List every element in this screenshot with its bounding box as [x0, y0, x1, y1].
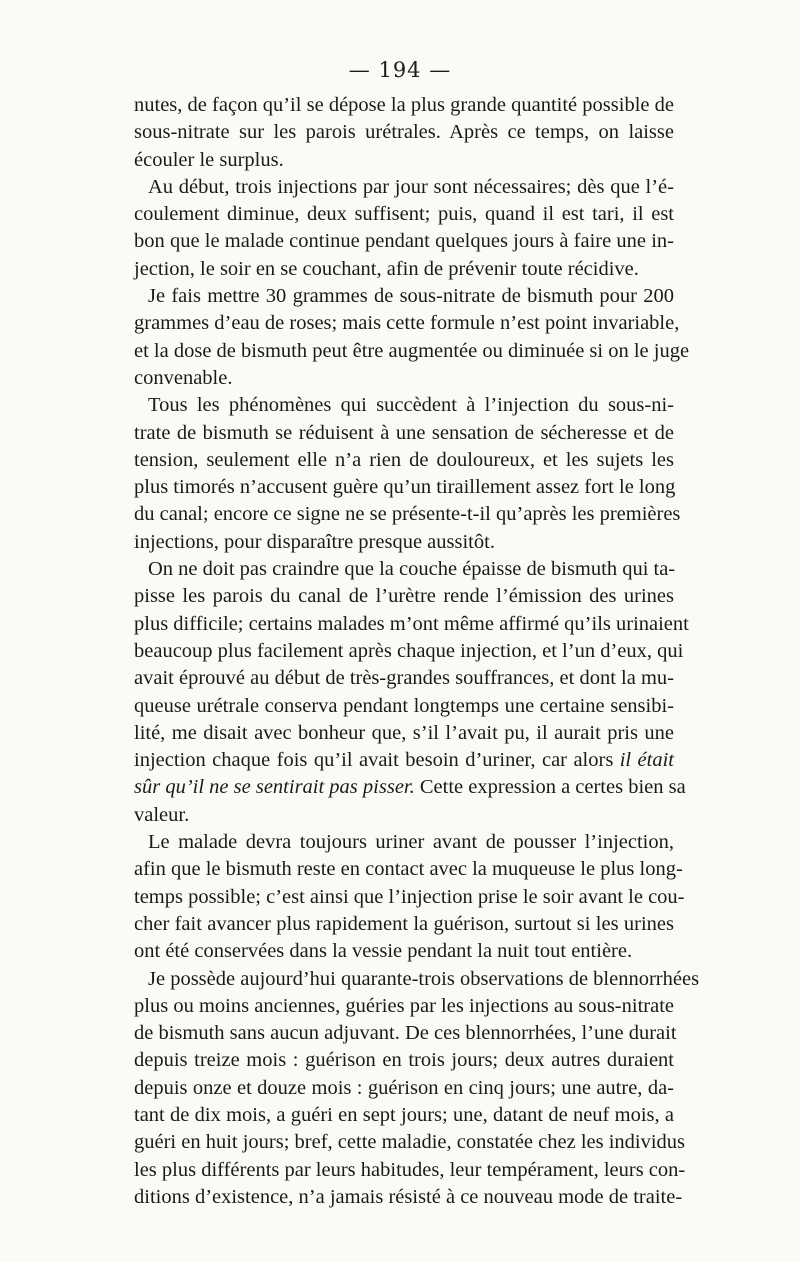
line-text: ditions d’existence, n’a jamais résisté à ce nouveau mode de traite-: [134, 1185, 683, 1208]
text-line: [134, 119, 674, 146]
text-line: [134, 447, 674, 474]
text-line: [134, 747, 674, 774]
text-line: [134, 829, 674, 856]
text-line: [134, 283, 674, 310]
line-text: Cette expression a certes bien sa: [414, 776, 686, 799]
line-text: grammes d’eau de roses; mais cette formule n’est point invariable,: [134, 312, 680, 335]
line-text: plus timorés n’accusent guère qu’un tiraillement assez fort le long: [134, 476, 676, 499]
line-text: valeur.: [134, 803, 190, 826]
text-line: [134, 611, 689, 638]
line-text: écouler le surplus.: [134, 148, 284, 171]
line-text: injection chaque fois qu’il avait besoin d’uriner, car alors: [134, 749, 614, 772]
line-text: plus difficile; certains malades m’ont même affirmé qu’ils urinaient: [134, 612, 689, 635]
line-text: sous-nitrate sur les parois urétrales. Après ce temps, on laisse: [134, 121, 674, 144]
text-line: [134, 174, 674, 201]
text-line: [134, 1047, 674, 1074]
text-line: [134, 884, 685, 911]
text-line: [134, 1157, 686, 1184]
text-line: [134, 474, 674, 501]
text-line: [134, 993, 674, 1020]
text-line: [134, 1129, 686, 1156]
text-line: [134, 338, 690, 365]
line-text: ont été conservées dans la vessie pendant la nuit tout entière.: [134, 940, 633, 963]
text-line: [134, 147, 674, 174]
text-line: [134, 966, 700, 993]
text-line: [134, 638, 684, 665]
line-text: trate de bismuth se réduisent à une sensation de sécheresse et de: [134, 421, 674, 444]
text-line: [134, 501, 681, 528]
text-line: [134, 420, 674, 447]
line-text: temps possible; c’est ainsi que l’injection prise le soir avant le cou-: [134, 885, 685, 908]
text-line: [134, 310, 680, 337]
text-line: [134, 693, 674, 720]
line-text: avait éprouvé au début de très-grandes souffrances, et dont la mu-: [134, 667, 674, 690]
line-text: pisse les parois du canal de l’urètre rende l’émission des urines: [134, 585, 674, 608]
text-line: [134, 583, 674, 610]
line-text: jection, le soir en se couchant, afin de prévenir toute récidive.: [134, 257, 639, 280]
line-text: bon que le malade continue pendant quelques jours à faire une in-: [134, 230, 674, 253]
text-line: [134, 720, 674, 747]
line-text: convenable.: [134, 366, 233, 389]
line-text: plus ou moins anciennes, guéries par les injections au sous-nitrate: [134, 994, 674, 1017]
line-text: nutes, de façon qu’il se dépose la plus grande quantité possible de: [134, 94, 674, 116]
line-text: guéri en huit jours; bref, cette maladie, constatée chez les individus: [134, 1131, 686, 1154]
page-number: — 194 —: [348, 58, 452, 82]
italic-text: il était: [619, 749, 674, 772]
line-text: tant de dix mois, a guéri en sept jours; une, datant de neuf mois, a: [134, 1103, 674, 1126]
text-line: [134, 529, 674, 556]
text-line: [134, 92, 674, 119]
text-line: [134, 1102, 674, 1129]
line-text: coulement diminue, deux suffisent; puis, quand il est tari, il est: [134, 203, 674, 226]
text-line: [134, 802, 674, 829]
text-line: [134, 911, 674, 938]
text-line: [134, 201, 674, 228]
line-text: lité, me disait avec bonheur que, s’il l’avait pu, il aurait pris une: [134, 721, 674, 744]
line-text: de bismuth sans aucun adjuvant. De ces blennorrhées, l’une durait: [134, 1022, 677, 1045]
line-text: Le malade devra toujours uriner avant de pousser l’injection,: [148, 831, 674, 854]
line-text: et la dose de bismuth peut être augmentée ou diminuée si on le juge: [134, 339, 690, 362]
line-text: Je possède aujourd’hui quarante-trois observations de blennorrhées: [148, 967, 700, 990]
line-text: du canal; encore ce signe ne se présente-t-il qu’après les premières: [134, 503, 681, 526]
text-line: [134, 392, 674, 419]
line-text: Tous les phénomènes qui succèdent à l’injection du sous-ni-: [148, 394, 674, 417]
text-line: [134, 228, 674, 255]
line-text: cher fait avancer plus rapidement la guérison, surtout si les urines: [134, 912, 674, 935]
text-line: [134, 556, 674, 583]
text-line: [134, 938, 674, 965]
text-line: [134, 1184, 683, 1211]
line-text: Au début, trois injections par jour sont nécessaires; dès que l’é-: [148, 175, 674, 198]
text-line: [134, 256, 674, 283]
text-line: [134, 856, 683, 883]
line-text: depuis onze et douze mois : guérison en cinq jours; une autre, da-: [134, 1076, 674, 1099]
text-line: [134, 1020, 677, 1047]
line-text: tension, seulement elle n’a rien de douloureux, et les sujets les: [134, 448, 674, 471]
text-line: [134, 665, 674, 692]
text-line: [134, 1075, 674, 1102]
line-text: injections, pour disparaître presque aussitôt.: [134, 530, 495, 553]
italic-text: sûr qu’il ne se sentirait pas pisser.: [134, 776, 415, 799]
text-line: [134, 774, 686, 801]
line-text: queuse urétrale conserva pendant longtemps une certaine sensibi-: [134, 694, 674, 717]
line-text: afin que le bismuth reste en contact avec la muqueuse le plus long-: [134, 858, 683, 881]
line-text: depuis treize mois : guérison en trois jours; deux autres duraient: [134, 1049, 674, 1072]
line-text: beaucoup plus facilement après chaque injection, et l’un d’eux, qui: [134, 639, 684, 662]
line-text: On ne doit pas craindre que la couche épaisse de bismuth qui ta-: [148, 558, 676, 581]
line-text: les plus différents par leurs habitudes, leur tempérament, leurs con-: [134, 1158, 686, 1181]
line-text: Je fais mettre 30 grammes de sous-nitrate de bismuth pour 200: [148, 285, 674, 308]
body-text: [134, 92, 700, 1211]
text-line: [134, 365, 674, 392]
